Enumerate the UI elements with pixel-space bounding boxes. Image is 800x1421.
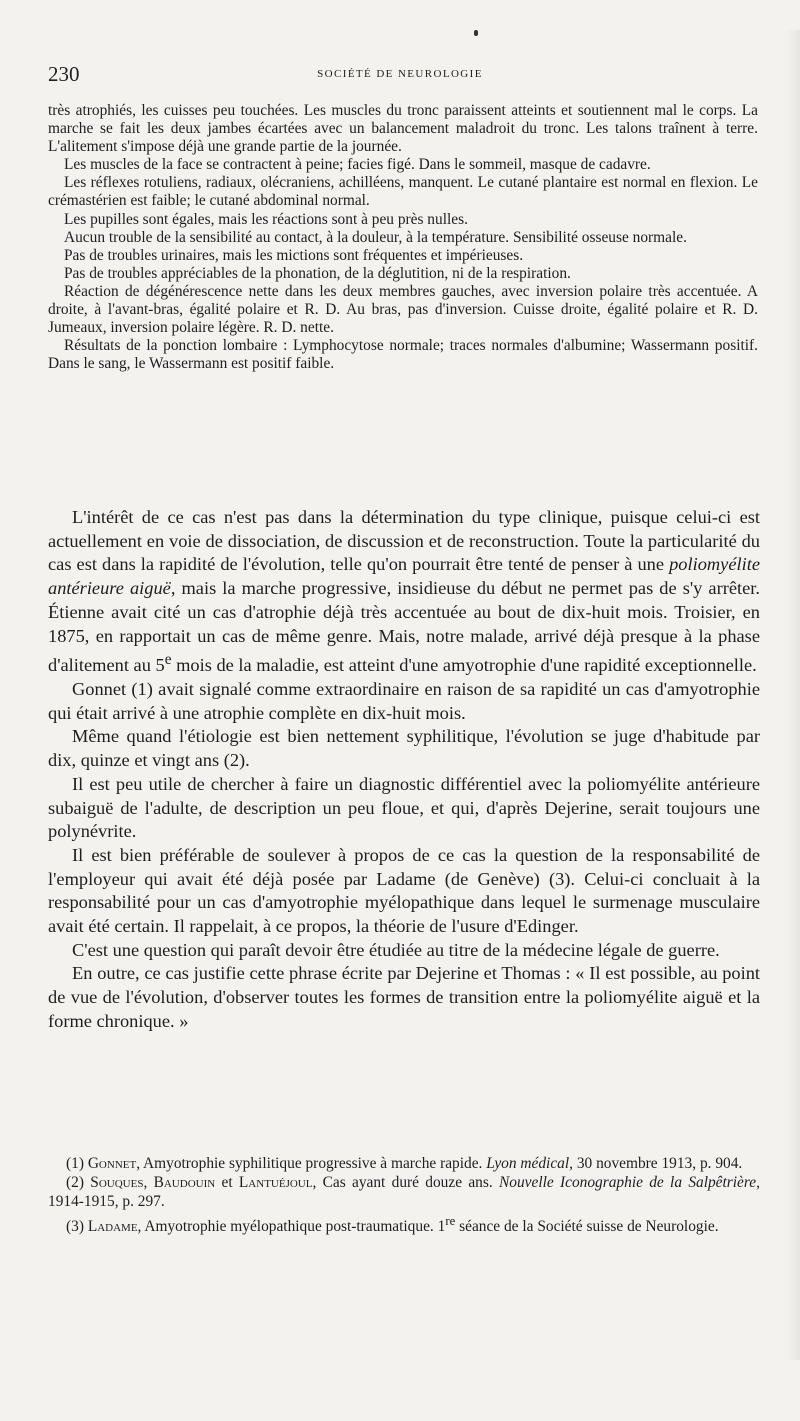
observation-paragraph: très atrophiés, les cuisses peu touchées. Les muscles du tronc paraissent atteints et soutiennent mal le corps. La marche se fait les deux jambes écartées avec un balancement maladroit du tronc. Les talons traînent à terre. L'alitement s'impose déjà une grande partie de la journée. [48,102,758,156]
observation-paragraph: Pas de troubles urinaires, mais les mictions sont fréquentes et impérieuses. [64,246,524,264]
discussion-paragraph: Gonnet (1) avait signalé comme extraordinaire en raison de sa rapidité un cas d'amyotrophie qui était arrivé à une atrophie complète en dix-huit mois. [48,679,760,723]
case-observation [48,102,758,373]
page-number: 230 [48,62,80,86]
print-speck [474,30,478,36]
observation-paragraph: Réaction de dégénérescence nette dans les deux membres gauches, avec inversion polaire très accentuée. A droite, à l'avant-bras, égalité polaire et R. D. Au bras, pas d'inversion. Cuisse droite, égalité polaire et R. D. Jumeaux, inversion polaire légère. R. D. nette. [48,282,758,337]
discussion [48,506,760,1034]
discussion-paragraph: En outre, ce cas justifie cette phrase écrite par Dejerine et Thomas : « Il est possible, au point de vue de l'évolution, d'observer toutes les formes de transition entre la poliomyélite aiguë et la forme chronique. » [48,963,760,1031]
running-head: SOCIÉTÉ DE NEUROLOGIE [317,68,483,80]
observation-paragraph: Les muscles de la face se contractent à peine; facies figé. Dans le sommeil, masque de cadavre. [64,156,651,174]
observation-paragraph: Les réflexes rotuliens, radiaux, olécraniens, achilléens, manquent. Le cutané plantaire est normal en flexion. Le crémastérien est faible; le cutané abdominal normal. [48,174,758,210]
observation-paragraph: Résultats de la ponction lombaire : Lymphocytose normale; traces normales d'albumine; Wassermann positif. Dans le sang, le Wassermann est positif faible. [48,337,758,373]
page-header [48,62,752,88]
footnotes [48,1155,760,1237]
italic-term: poliomyélite antérieure aiguë [48,554,760,599]
discussion-paragraph: Il est bien préférable de soulever à propos de ce cas la question de la responsabilité de l'employeur qui avait été déjà posée par Ladame (de Genève) (3). Celui-ci concluait à la responsabilité pour un cas d'amyotrophie myélopathique dans lequel le surmenage musculaire avait été certain. Il rappelait, à ce propos, la théorie de l'usure d'Edinger. [48,844,760,937]
footnote-2: (2) Souques, Baudouin et Lantuéjoul, Cas ayant duré douze ans. Nouvelle Iconographie de la Salpêtrière, 1914-1915, p. 297. [48,1173,760,1210]
observation-paragraph: Aucun trouble de la sensibilité au contact, à la douleur, à la température. Sensibilité osseuse normale. [64,228,687,246]
scan-edge-shadow [786,30,800,1360]
footnote-1: (1) Gonnet, Amyotrophie syphilitique progressive à marche rapide. Lyon médical, 30 novembre 1913, p. 904. [66,1155,743,1172]
discussion-paragraph: L'intérêt de ce cas n'est pas dans la détermination du type clinique, puisque celui-ci est actuellement en voie de dissociation, de discussion et de reconstruction. Toute la particularité du cas est dans la rapidité de l'évolution, telle qu'on pourrait être tenté de penser à une poliomyélite antérieure aiguë, mais la marche progressive, insidieuse du début ne permet pas de s'y arrêter. Étienne avait cité un cas d'atrophie déjà très accentuée au bout de dix-huit mois. Troisier, en 1875, en rapportait un cas de même genre. Mais, notre malade, arrivé déjà presque à la phase d'alitement au 5e mois de la maladie, est atteint d'une amyotrophie d'une rapidité exceptionnelle. [48,507,760,676]
observation-paragraph: Pas de troubles appréciables de la phonation, de la déglutition, ni de la respiration. [64,264,571,282]
discussion-paragraph: Il est peu utile de chercher à faire un diagnostic différentiel avec la poliomyélite antérieure subaiguë de l'adulte, de description un peu floue, et qui, d'après Dejerine, serait toujours une polynévrite. [48,773,760,842]
footnote-3: (3) Ladame, Amyotrophie myélopathique post-traumatique. 1re séance de la Société suisse de Neurologie. [66,1213,719,1235]
discussion-paragraph: C'est une question qui paraît devoir être étudiée au titre de la médecine légale de guerre. [72,939,720,960]
discussion-paragraph: Même quand l'étiologie est bien nettement syphilitique, l'évolution se juge d'habitude par dix, quinze et vingt ans (2). [48,726,760,771]
observation-paragraph: Les pupilles sont égales, mais les réactions sont à peu près nulles. [64,210,468,228]
